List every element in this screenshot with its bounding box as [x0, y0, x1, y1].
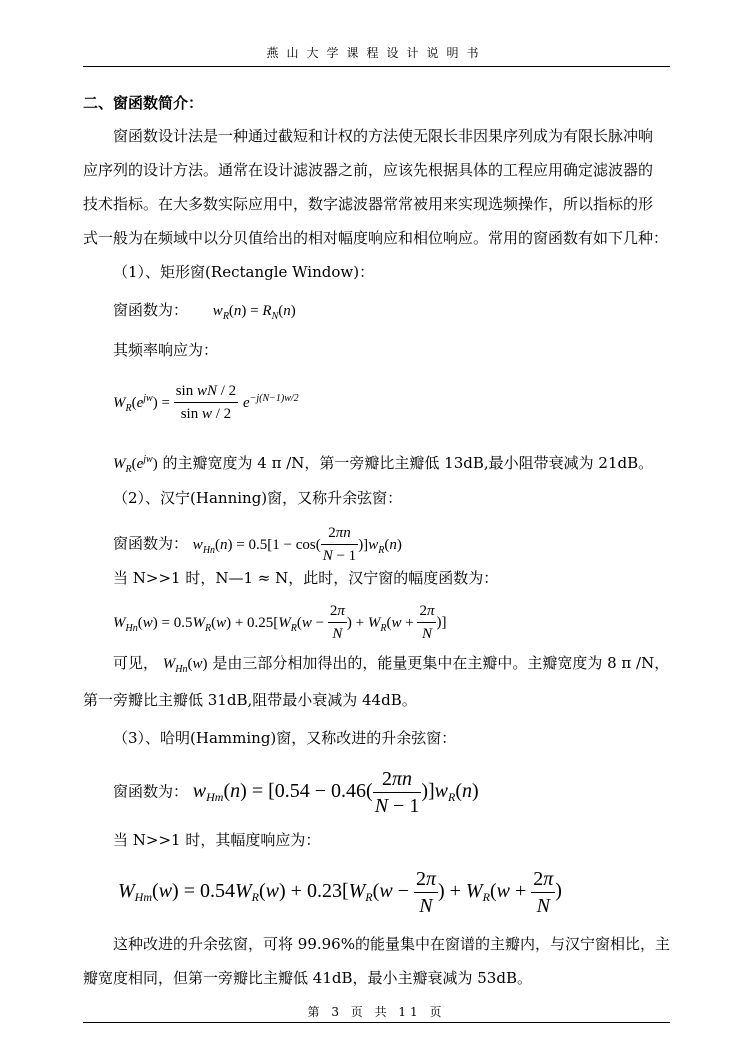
header-rule [83, 66, 670, 67]
page-header: 燕山大学课程设计说明书 [266, 46, 487, 60]
hanning-window-label: 窗函数为： [113, 534, 189, 553]
page-footer: 第 3 页 共 11 页 [307, 1005, 446, 1019]
hamming-approx: 当 N>>1 时，其幅度响应为： [113, 831, 321, 849]
hanning-amplitude-formula: $W_{Hn}(w) = 0.5W_R(w) + 0.25[W_R(w$ − $\frac{2\pi}{N}$ ) + $W_R(w$ + $\frac{2\pi}{N}$ )] [113, 600, 446, 645]
hamming-window-label: 窗函数为： [113, 782, 189, 801]
footer-rule [83, 1022, 670, 1023]
hamming-window-row: 窗函数为： $w_{Hm}(n) = [0.54 - 0.46$( $\frac{2\pi n}{N - 1}$ )]$w_R(n)$ [113, 768, 479, 817]
rect-desc-row: $W_R(e^{jw})$ 的主瓣宽度为 4 π /N，第一旁瓣比主瓣低 13dB,最小阻带衰减为 21dB。 [113, 454, 654, 475]
hanning-desc-line2: 第一旁瓣比主瓣低 31dB,阻带最小衰减为 44dB。 [83, 691, 417, 709]
hanning-title: （2）、汉宁(Hanning)窗，又称升余弦窗： [113, 489, 403, 507]
hanning-window-row: 窗函数为： $w_{Hn}(n) = 0.5[1 - \cos$( $\frac{2\pi n}{N - 1}$ )]$w_R(n)$ [113, 522, 402, 567]
rect-window-formula: $w_R(n) = R_N(n)$ [212, 303, 296, 322]
hamming-title: （3）、哈明(Hamming)窗，又称改进的升余弦窗： [113, 729, 457, 747]
intro-line-4: 式一般为在频域中以分贝值给出的相对幅度响应和相位响应。常用的窗函数有如下几种： [83, 229, 669, 247]
hamming-desc-line2: 瓣宽度相同，但第一旁瓣比主瓣低 41dB，最小主瓣衰减为 53dB。 [83, 969, 532, 987]
intro-line-2: 应序列的设计方法。通常在设计滤波器之前，应该先根据具体的工程应用确定滤波器的 [83, 161, 654, 179]
hanning-approx: 当 N>>1 时，N—1 ≈ N，此时，汉宁窗的幅度函数为： [113, 569, 499, 587]
section-title: 二、窗函数简介： [83, 94, 204, 112]
rect-window-row [113, 300, 296, 327]
hamming-amplitude-formula: $W_{Hm}(w) = 0.54W_R(w) + 0.23[W_R(w$ − $\frac{2\pi}{N}$ ) + $W_R(w$ + $\frac{2\pi}{N}$ ) [118, 868, 562, 917]
rect-freq-label: 其频率响应为： [113, 341, 219, 359]
rect-window-label: 窗函数为： [113, 301, 189, 319]
intro-line-3: 技术指标。在大多数实际应用中，数字滤波器常常被用来实现选频操作，所以指标的形 [83, 195, 654, 213]
rect-title: （1）、矩形窗(Rectangle Window)： [113, 263, 375, 281]
intro-line-1: 窗函数设计法是一种通过截短和计权的方法使无限长非因果序列成为有限长脉冲响 [113, 127, 654, 145]
rect-desc: 的主瓣宽度为 4 π /N，第一旁瓣比主瓣低 13dB,最小阻带衰减为 21dB。 [162, 454, 654, 472]
hamming-desc-line1: 这种改进的升余弦窗，可将 99.96%的能量集中在窗谱的主瓣内，与汉宁窗相比，主 [113, 935, 670, 953]
hanning-desc-row: 可见， $W_{Hn}(w)$ 是由三部分相加得出的，能量更集中在主瓣中。主瓣宽度为 8 π /N， [113, 654, 670, 675]
rect-freq-formula: $W_R(e^{jw})$ = $\frac{\text{sin wN / 2}}{\text{sin w / 2}}$ $e^{-j(N-1)w/2}$ [113, 380, 299, 425]
